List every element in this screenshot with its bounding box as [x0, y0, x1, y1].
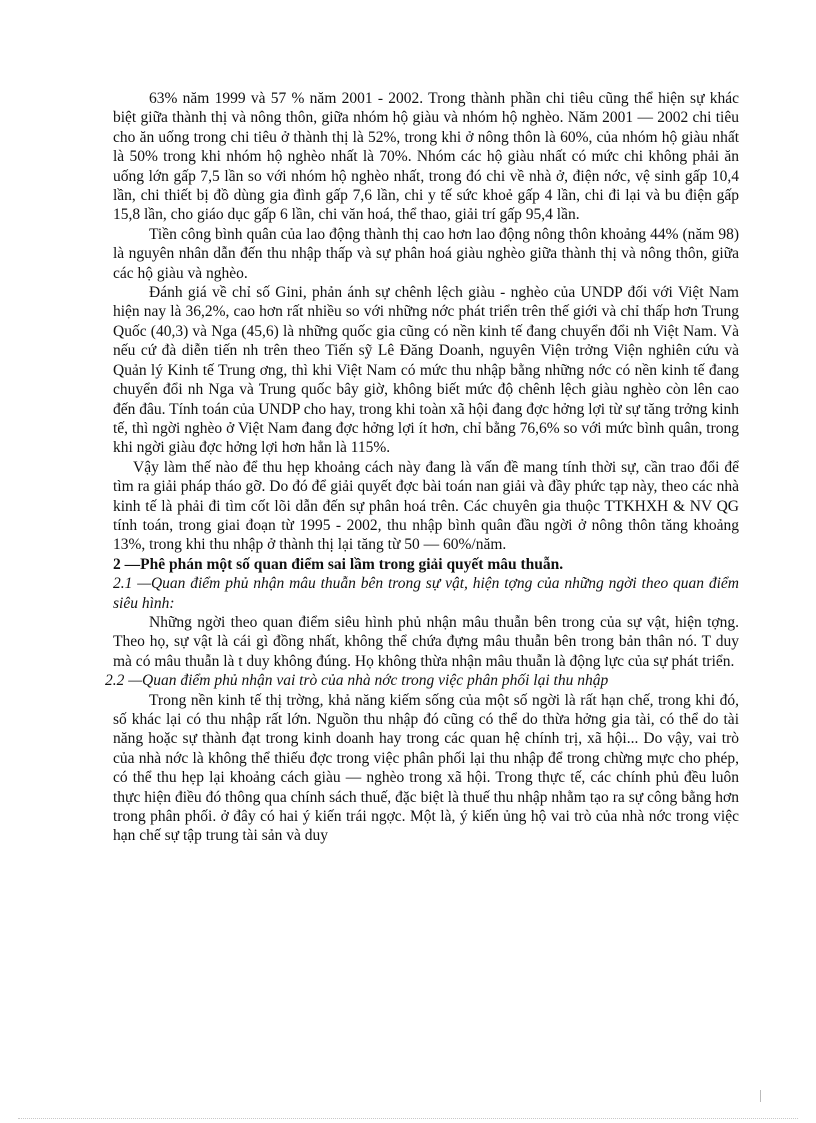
paragraph-state-role: Trong nền kinh tế thị trờng, khả năng kiếm sống của một số ngời là rất hạn chế, trong khi đó, số khác lại có thu nhập rất lớn. Nguồn thu nhập đó cũng có thể do thừa hởng gia tài, có thể do tài năng hoặc sự thành đạt trong kinh doanh hay trong các quan hệ chính trị, xã hội... Do vậy, vai trò của nhà nớc là không thể thiếu đợc trong việc phân phối lại thu nhập để trong chừng mực cho phép, có thể thu hẹp lại khoảng cách giàu — nghèo trong xã hội. Trong thực tế, các chính phủ đều luôn thực hiện điều đó thông qua chính sách thuế, đặc biệt là thuế thu nhập nhằm tạo ra sự công bằng hơn trong phân phối. ở đây có hai ý kiến trái ngợc. Một là, ý kiến ủng hộ vai trò của nhà nớc trong việc hạn chế sự tập trung tài sản và duy	[113, 691, 739, 845]
paragraph-gini: Đánh giá về chỉ số Gini, phản ánh sự chênh lệch giàu - nghèo của UNDP đối với Việt Nam hiện nay là 36,2%, cao hơn rất nhiều so với những nớc phát triển trên thế giới và chỉ thấp hơn Trung Quốc (40,3) và Nga (45,6) là những quốc gia cũng có nền kinh tế đang chuyển đổi nh Việt Nam. Và nếu cứ đà diễn tiến nh trên theo Tiến sỹ Lê Đăng Doanh, nguyên Viện trởng Viện nghiên cứu và Quản lý Kinh tế Trung ơng, thì khi Việt Nam có mức thu nhập bằng những nớc có nền kinh tế đang chuyển đổi nh Nga và Trung quốc bây giờ, không biết mức độ chênh lệch giàu nghèo còn lên cao đến đâu. Tính toán của UNDP cho hay, trong khi toàn xã hội đang đợc hởng lợi từ sự tăng trởng kinh tế, thì ngời nghèo ở Việt Nam đang đợc hởng lợi ít hơn, chỉ bằng 76,6% so với mức bình quân, trong khi ngời giàu đợc hởng lợi hơn hẳn là 115%.	[113, 284, 739, 457]
section-heading-2: 2 —Phê phán một số quan điểm sai lầm trong giải quyết mâu thuẫn.	[113, 555, 564, 573]
paragraph-wages: Tiền công bình quân của lao động thành thị cao hơn lao động nông thôn khoảng 44% (năm 98) là nguyên nhân dẫn đến thu nhập thấp và sự phân hoá giàu nghèo giữa thành thị và nông thôn, giữa các hộ giàu và nghèo.	[113, 225, 739, 282]
paragraph-narrowing-gap: Vậy làm thế nào để thu hẹp khoảng cách này đang là vấn đề mang tính thời sự, cần trao đổi để tìm ra giải pháp tháo gỡ. Do đó để giải quyết đợc bài toán nan giải và đầy phức tạp này, theo các nhà kinh tế là phải đi tìm cốt lõi dẫn đến sự phân hoá trên. Các chuyên gia thuộc TTKHXH & NV QG tính toán, trong giai đoạn từ 1995 - 2002, thu nhập bình quân đầu ngời ở nông thôn tăng khoảng 13%, trong khi thu nhập ở thành thị lại tăng từ 50 — 60%/năm.	[113, 458, 739, 554]
paragraph-metaphysical-view: Những ngời theo quan điểm siêu hình phủ nhận mâu thuẫn bên trong của sự vật, hiện tợng. Theo họ, sự vật là cái gì đồng nhất, không thể chứa đựng mâu thuẫn bên trong bản thân nó. T duy mà có mâu thuẫn là t duy không đúng. Họ không thừa nhận mâu thuẫn là động lực của sự phát triển.	[113, 613, 739, 670]
page-corner-mark	[752, 1090, 761, 1102]
subsection-heading-2-1: 2.1 —Quan điểm phủ nhận mâu thuẫn bên trong sự vật, hiện tợng của những ngời theo quan điểm siêu hình:	[113, 575, 739, 612]
page-bottom-divider	[18, 1118, 798, 1119]
document-body	[105, 89, 739, 846]
paragraph-spending: 63% năm 1999 và 57 % năm 2001 - 2002. Trong thành phần chi tiêu cũng thể hiện sự khác biệt giữa thành thị và nông thôn, giữa nhóm hộ giàu và nhóm hộ nghèo. Năm 2001 — 2002 chi tiêu cho ăn uống trong chi tiêu ở thành thị là 52%, trong khi ở nông thôn là 60%, của nhóm hộ giàu nhất là 50% trong khi nhóm hộ nghèo nhất là 70%. Nhóm các hộ giàu nhất có mức chi không phải ăn uống lớn gấp 7,5 lần so với nhóm hộ nghèo nhất, trong đó chi về nhà ở, điện nớc, vệ sinh gấp 10,4 lần, chi thiết bị đồ dùng gia đình gấp 7,6 lần, chi y tế sức khoẻ gấp 4 lần, chi đi lại và bu điện gấp 15,8 lần, cho giáo dục gấp 6 lần, chi văn hoá, thể thao, giải trí gấp 95,4 lần.	[113, 90, 739, 224]
subsection-heading-2-2: 2.2 —Quan điểm phủ nhận vai trò của nhà nớc trong việc phân phối lại thu nhập	[105, 672, 609, 690]
